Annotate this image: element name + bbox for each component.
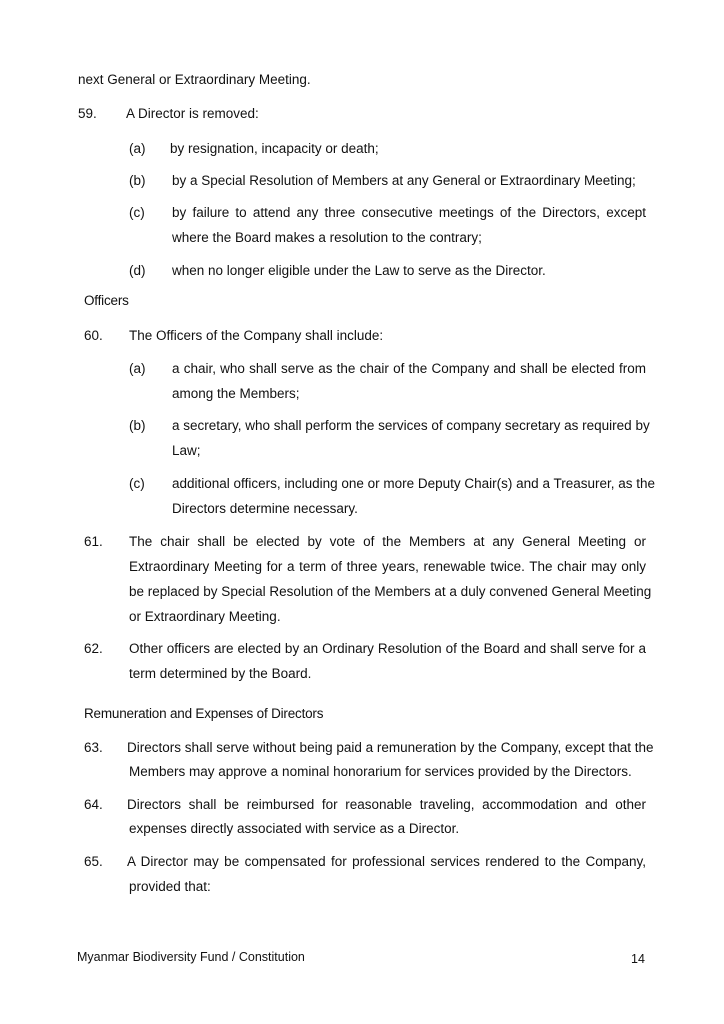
- clause-61-line-2: Extraordinary Meeting for a term of three years, renewable twice. The chair may only: [129, 559, 646, 574]
- clause-62-line-1: Other officers are elected by an Ordinary Resolution of the Board and shall serve for a: [129, 641, 646, 656]
- clause-59-c-line-2: where the Board makes a resolution to the contrary;: [172, 230, 482, 245]
- clause-59-c-line-1: by failure to attend any three consecutive meetings of the Directors, except: [172, 205, 646, 220]
- clause-60-a-label: (a): [129, 361, 146, 376]
- clause-60-number: 60.: [84, 328, 103, 343]
- clause-59-text: A Director is removed:: [126, 106, 259, 121]
- clause-59-d-text: when no longer eligible under the Law to serve as the Director.: [172, 263, 546, 278]
- clause-60-b-line-1: a secretary, who shall perform the services of company secretary as required by: [172, 418, 650, 433]
- continuation-text: next General or Extraordinary Meeting.: [78, 72, 311, 87]
- clause-63-line-2: Members may approve a nominal honorarium for services provided by the Directors.: [129, 764, 632, 779]
- clause-64-number: 64.: [84, 797, 103, 812]
- clause-65-line-1: A Director may be compensated for professional services rendered to the Company,: [127, 854, 646, 869]
- clause-60-c-line-2: Directors determine necessary.: [172, 501, 358, 516]
- footer-document-title: Myanmar Biodiversity Fund / Constitution: [77, 950, 305, 964]
- clause-60-c-label: (c): [129, 476, 145, 491]
- clause-62-line-2: term determined by the Board.: [129, 666, 312, 681]
- clause-62-number: 62.: [84, 641, 103, 656]
- clause-61-line-3: be replaced by Special Resolution of the Members at a duly convened General Meeting: [129, 584, 652, 599]
- clause-59-a-label: (a): [129, 141, 146, 156]
- clause-60-a-line-2: among the Members;: [172, 386, 300, 401]
- clause-59-a-text: by resignation, incapacity or death;: [170, 141, 379, 156]
- clause-59-c-label: (c): [129, 205, 145, 220]
- clause-64-line-2: expenses directly associated with service as a Director.: [129, 821, 460, 836]
- clause-63-number: 63.: [84, 740, 103, 755]
- clause-61-line-1: The chair shall be elected by vote of the Members at any General Meeting or: [129, 534, 646, 549]
- section-heading-officers: Officers: [84, 293, 129, 308]
- clause-60-c-line-1: additional officers, including one or more Deputy Chair(s) and a Treasurer, as the: [172, 476, 656, 491]
- clause-59-number: 59.: [78, 106, 97, 121]
- clause-64-line-1: Directors shall be reimbursed for reasonable traveling, accommodation and other: [127, 797, 646, 812]
- clause-59-b-label: (b): [129, 173, 146, 188]
- clause-59-b-text: by a Special Resolution of Members at any General or Extraordinary Meeting;: [172, 173, 636, 188]
- section-heading-remuneration: Remuneration and Expenses of Directors: [84, 706, 324, 721]
- clause-61-line-4: or Extraordinary Meeting.: [129, 609, 281, 624]
- clause-61-number: 61.: [84, 534, 103, 549]
- clause-60-text: The Officers of the Company shall include:: [129, 328, 384, 343]
- clause-63-line-1: Directors shall serve without being paid a remuneration by the Company, except that the: [127, 740, 654, 755]
- footer-page-number: 14: [631, 952, 645, 966]
- clause-65-line-2: provided that:: [129, 879, 211, 894]
- clause-60-a-line-1: a chair, who shall serve as the chair of the Company and shall be elected from: [172, 361, 646, 376]
- clause-60-b-line-2: Law;: [172, 443, 201, 458]
- clause-59-d-label: (d): [129, 263, 146, 278]
- clause-65-number: 65.: [84, 854, 103, 869]
- clause-60-b-label: (b): [129, 418, 146, 433]
